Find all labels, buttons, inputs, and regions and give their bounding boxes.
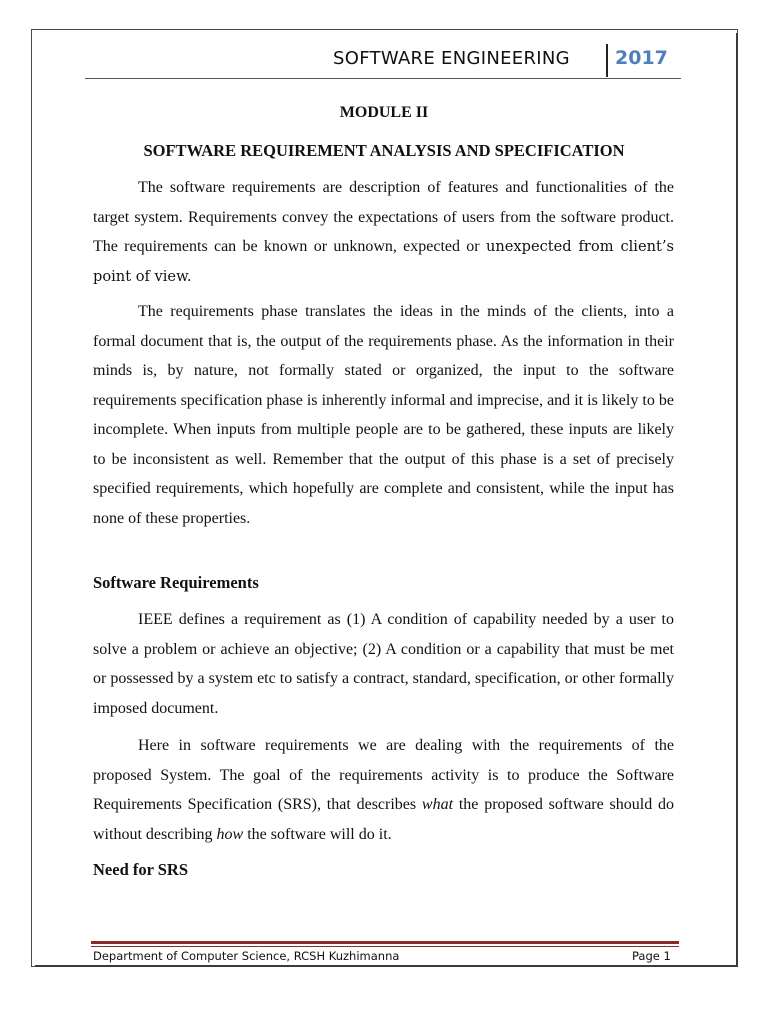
- footer-rule-thin: [91, 946, 679, 947]
- footer-rule-thick: [91, 941, 679, 944]
- srs-text-a: Here in software requirements we are dealing with the requirements of the proposed System. The goal of the requirements activity is to produce the Software Requirements Specification (SRS), that describes: [93, 737, 674, 813]
- header-title: SOFTWARE ENGINEERING: [333, 48, 570, 69]
- heading-software-requirements: Software Requirements: [93, 573, 259, 592]
- header-rule: [85, 78, 681, 79]
- paragraph-ieee-definition: IEEE defines a requirement as (1) A condition of capability needed by a user to solve a problem or achieve an objective; (2) A condition or a capability that must be met or possessed by a system etc to satisfy a contract, standard, specification, or other formally imposed document.: [93, 611, 674, 717]
- module-label: MODULE II: [339, 104, 429, 121]
- paragraph-intro: [93, 173, 674, 291]
- footer-page-number: Page 1: [632, 949, 671, 963]
- paragraph-intro-text: The software requirements are description of features and functionalities of the target system. Requirements convey the expectations of users from the software product. The requirements can be known or unknown, expected or: [93, 179, 674, 255]
- srs-text-b: the proposed software should do without describing: [93, 796, 674, 843]
- header-separator: [606, 44, 608, 77]
- paragraph-srs-goal: [93, 731, 674, 849]
- srs-text-c: the software will do it.: [243, 825, 392, 843]
- srs-emphasis-what: what: [421, 796, 454, 813]
- page-title: SOFTWARE REQUIREMENT ANALYSIS AND SPECIFICATION: [143, 141, 625, 160]
- header-year: 2017: [615, 47, 668, 69]
- paragraph-requirements-phase: The requirements phase translates the ideas in the minds of the clients, into a formal document that is, the output of the requirements phase. As the information in their minds is, by nature, not formally stated or organized, the input to the software requirements specification phase is inherently informal and imprecise, and it is likely to be incomplete. When inputs from multiple people are to be gathered, these inputs are likely to be inconsistent as well. Remember that the output of this phase is a set of precisely specified requirements, which hopefully are complete and consistent, while the input has none of these properties.: [93, 303, 674, 527]
- srs-emphasis-how: how: [216, 825, 244, 843]
- paragraph-intro-tail: unexpected from client’s point of view.: [93, 238, 674, 285]
- heading-need-for-srs: Need for SRS: [93, 860, 189, 879]
- footer-department: Department of Computer Science, RCSH Kuzhimanna: [93, 949, 400, 963]
